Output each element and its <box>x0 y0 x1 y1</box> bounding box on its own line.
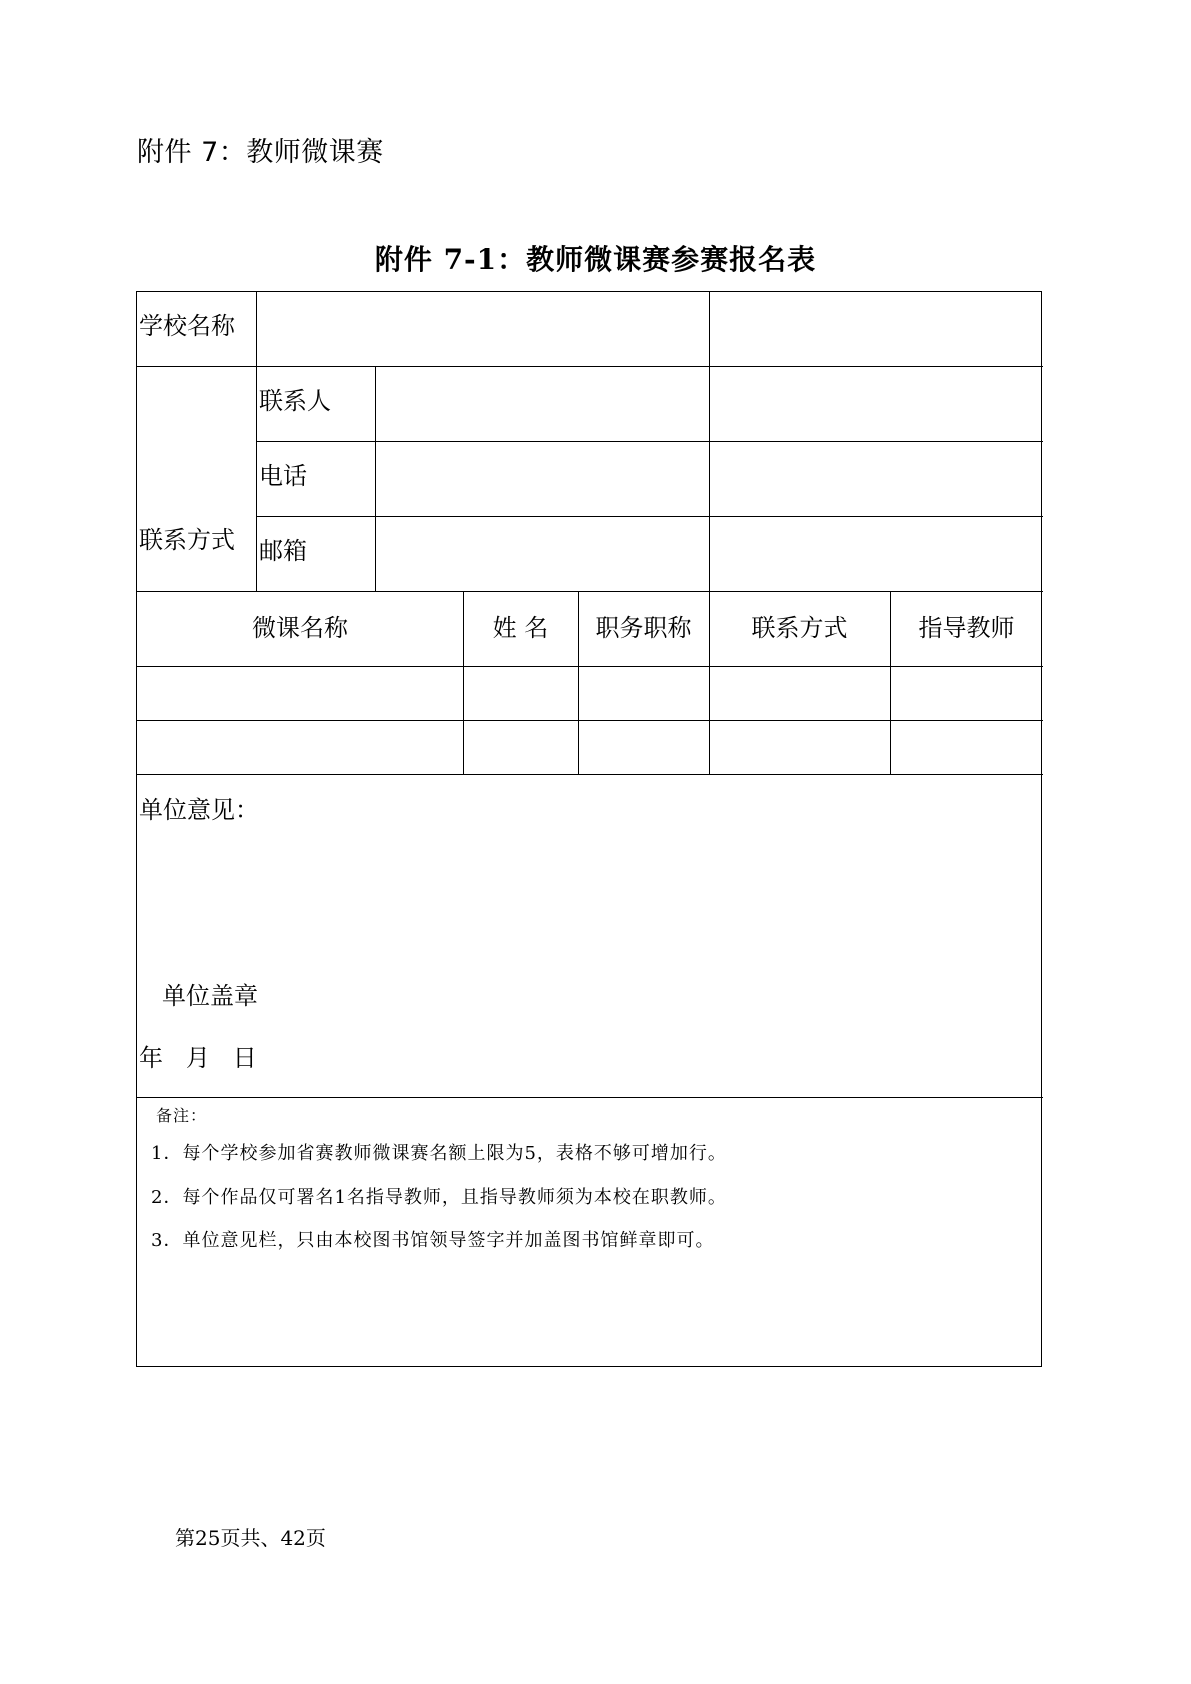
email-label: 邮箱 <box>259 537 307 565</box>
date-label: 年 月 日 <box>139 1044 257 1072</box>
contact-person-label: 联系人 <box>259 387 331 415</box>
registration-form <box>136 291 1042 1367</box>
page-heading: 附件 7：教师微课赛 <box>137 137 384 168</box>
remarks-title: 备注： <box>156 1106 208 1125</box>
column-header-advisor: 指导教师 <box>918 614 1015 642</box>
remark-item: 1．每个学校参加省赛教师微课赛名额上限为5，表格不够可增加行。 <box>151 1143 727 1164</box>
school-name-label: 学校名称 <box>139 312 235 340</box>
seal-label: 单位盖章 <box>162 982 258 1010</box>
column-header-name: 姓 名 <box>492 614 549 642</box>
remark-item: 2．每个作品仅可署名1名指导教师，且指导教师须为本校在职教师。 <box>151 1187 727 1208</box>
opinion-label: 单位意见： <box>139 796 259 824</box>
rule <box>137 720 1043 721</box>
rule <box>137 591 1043 592</box>
rule <box>137 1097 1043 1098</box>
rule <box>709 292 710 591</box>
rule <box>137 666 1043 667</box>
column-header-title: 职务职称 <box>595 614 692 642</box>
contact-section-label: 联系方式 <box>139 526 235 554</box>
rule <box>256 292 257 591</box>
remark-item: 3．单位意见栏，只由本校图书馆领导签字并加盖图书馆鲜章即可。 <box>151 1230 715 1251</box>
rule <box>137 774 1043 775</box>
page-footer: 第25页共、42页 <box>175 1526 326 1550</box>
column-header-contact: 联系方式 <box>751 614 848 642</box>
phone-label: 电话 <box>259 462 307 490</box>
rule <box>375 366 376 591</box>
rule <box>137 366 1043 367</box>
column-header-course-name: 微课名称 <box>252 614 348 642</box>
form-title: 附件 7-1：教师微课赛参赛报名表 <box>374 243 817 276</box>
